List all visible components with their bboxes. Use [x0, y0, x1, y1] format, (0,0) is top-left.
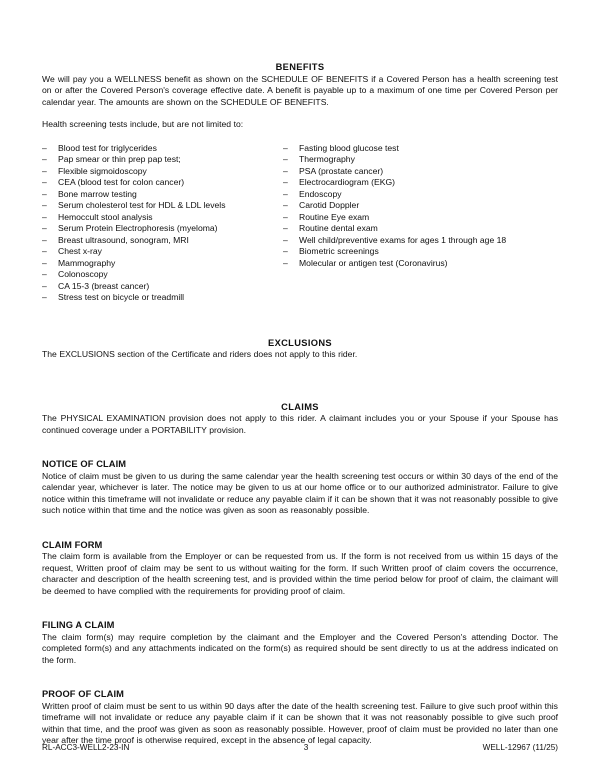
filing-a-claim-paragraph: The claim form(s) may require completion by the claimant and the Employer and the Covered Person's attending Doctor. The completed form(s) and any attachments indicated on the form(s) as required should be sent directly to us at the address indicated on the form.: [42, 631, 558, 665]
dash-bullet-icon: –: [283, 200, 288, 210]
list-item-label: Blood test for triglycerides: [58, 142, 157, 153]
list-item: [283, 177, 558, 189]
exclusions-heading: EXCLUSIONS: [268, 337, 332, 348]
document-body: [42, 0, 558, 747]
dash-bullet-icon: –: [42, 211, 47, 222]
claim-form-paragraph: The claim form is available from the Employer or can be requested from us. If the form is not received from us within 15 days of the request, Written proof of claim may be sent to us without waiting for the form. If such Written proof of claim covers the occurrence, character and description of the health screening test, and is provided within the time period below for proof of claim, the claimant will be deemed to have complied with the requirements for providing proof of claim.: [42, 551, 558, 596]
spacer: [42, 361, 558, 402]
list-item-label: Routine dental exam: [299, 223, 378, 233]
benefits-heading: BENEFITS: [275, 62, 325, 72]
list-item-label: Routine Eye exam: [299, 211, 370, 222]
list-item: [283, 166, 558, 178]
list-item: [42, 177, 283, 189]
list-item: [42, 166, 283, 178]
list-item-label: CEA (blood test for colon cancer): [58, 177, 185, 187]
spacer: [42, 304, 558, 338]
list-item-label: Stress test on bicycle or treadmill: [58, 292, 185, 302]
list-item: [42, 143, 283, 155]
footer-document-code: WELL-12967 (11/25): [482, 743, 558, 752]
page-footer: [42, 742, 558, 753]
list-item: [283, 212, 558, 224]
proof-of-claim-paragraph: Written proof of claim must be sent to us within 90 days after the date of the health screening test. Failure to give such proof within this timeframe will not invalidate or reduce any payable claim if it can be shown that it was not reasonably possible to give such proof within that time, and the proof was given as soon as reasonably possible. However, proof of claim must be provided no later than one year after the time proof is otherwise required, except in the absence of legal capacity.: [42, 700, 558, 745]
benefits-list-lead-in: Health screening tests include, but are not limited to:: [42, 119, 244, 129]
list-item-label: PSA (prostate cancer): [299, 165, 384, 176]
dash-bullet-icon: –: [42, 188, 47, 199]
list-item-label: Fasting blood glucose test: [299, 142, 399, 153]
list-item: [283, 246, 558, 258]
dash-bullet-icon: –: [42, 154, 47, 164]
exclusions-paragraph: The EXCLUSIONS section of the Certificate and riders does not apply to this rider.: [42, 349, 358, 359]
dash-bullet-icon: –: [283, 234, 288, 245]
list-item-label: Bone marrow testing: [58, 188, 137, 199]
list-item: [283, 189, 558, 201]
filing-a-claim-heading: FILING A CLAIM: [42, 620, 115, 630]
screening-tests-right-column: [283, 143, 558, 270]
list-item-label: Electrocardiogram (EKG): [299, 177, 395, 187]
benefits-intro-paragraph: We will pay you a WELLNESS benefit as shown on the SCHEDULE OF BENEFITS if a Covered Person has a health screening test on or after the Covered Person's coverage effective date. A benefit is payable up to a maximum of one time per Covered Person per calendar year. The amounts are shown on the SCHEDULE OF BENEFITS.: [42, 73, 558, 107]
screening-tests-list: [42, 143, 558, 304]
dash-bullet-icon: –: [42, 269, 47, 279]
notice-of-claim-paragraph: Notice of claim must be given to us during the same calendar year the health screening test occurs or within 30 days of the end of the calendar year, whichever is later. The notice may be given to us at our home office or to our authorized administrator. Failure to give notice within this timeframe will not invalidate or reduce any payable claim if it can be shown that it was not reasonably possible to give such notice within that time and the notice was given as soon as reasonably possible.: [42, 470, 558, 515]
list-item: [42, 258, 283, 270]
list-item: [42, 281, 283, 293]
spacer: [42, 597, 558, 620]
list-item-label: Breast ultrasound, sonogram, MRI: [58, 234, 189, 245]
spacer: [42, 131, 558, 143]
list-item-label: Flexible sigmoidoscopy: [58, 165, 147, 176]
list-item-label: Endoscopy: [299, 188, 342, 199]
list-item-label: Pap smear or thin prep pap test;: [58, 154, 181, 164]
list-item: [283, 258, 558, 270]
claims-paragraph: The PHYSICAL EXAMINATION provision does not apply to this rider. A claimant includes you or your Spouse if your Spouse has continued coverage under a PORTABILITY provision.: [42, 413, 558, 435]
dash-bullet-icon: –: [283, 142, 288, 153]
list-item-label: Thermography: [299, 154, 355, 164]
spacer: [42, 436, 558, 459]
dash-bullet-icon: –: [283, 188, 288, 199]
notice-of-claim-heading: NOTICE OF CLAIM: [42, 459, 127, 469]
list-item-label: Biometric screenings: [299, 246, 379, 256]
dash-bullet-icon: –: [42, 223, 47, 233]
dash-bullet-icon: –: [42, 177, 47, 187]
list-item: [42, 189, 283, 201]
dash-bullet-icon: –: [283, 223, 288, 233]
dash-bullet-icon: –: [283, 165, 288, 176]
screening-tests-left-column: [42, 143, 283, 304]
dash-bullet-icon: –: [283, 257, 288, 268]
spacer: [42, 666, 558, 689]
claims-heading: CLAIMS: [281, 401, 319, 412]
list-item: [42, 154, 283, 166]
spacer: [42, 517, 558, 540]
list-item: [42, 212, 283, 224]
spacer: [42, 108, 558, 119]
list-item: [42, 269, 283, 281]
list-item-label: Molecular or antigen test (Coronavirus): [299, 257, 448, 268]
list-item-label: Well child/preventive exams for ages 1 through age 18: [299, 234, 507, 245]
list-item: [42, 200, 283, 212]
list-item: [42, 292, 283, 304]
list-item: [283, 154, 558, 166]
list-item-label: Hemoccult stool analysis: [58, 211, 153, 222]
list-item-label: Serum Protein Electrophoresis (myeloma): [58, 223, 218, 233]
list-item-label: Chest x-ray: [58, 246, 102, 256]
dash-bullet-icon: –: [283, 211, 288, 222]
dash-bullet-icon: –: [283, 246, 288, 256]
list-item-label: Carotid Doppler: [299, 200, 360, 210]
dash-bullet-icon: –: [42, 142, 47, 153]
dash-bullet-icon: –: [42, 200, 47, 210]
footer-form-number: RL-ACC3-WELL2-23-IN: [42, 743, 130, 752]
dash-bullet-icon: –: [42, 234, 47, 245]
dash-bullet-icon: –: [42, 246, 47, 256]
list-item-label: Colonoscopy: [58, 269, 108, 279]
list-item: [42, 246, 283, 258]
dash-bullet-icon: –: [283, 177, 288, 187]
list-item-label: Mammography: [58, 257, 116, 268]
claim-form-heading: CLAIM FORM: [42, 539, 103, 550]
dash-bullet-icon: –: [42, 280, 47, 291]
dash-bullet-icon: –: [283, 154, 288, 164]
dash-bullet-icon: –: [42, 292, 47, 302]
dash-bullet-icon: –: [42, 165, 47, 176]
list-item: [42, 235, 283, 247]
list-item: [283, 223, 558, 235]
dash-bullet-icon: –: [42, 257, 47, 268]
list-item: [283, 143, 558, 155]
list-item-label: Serum cholesterol test for HDL & LDL levels: [58, 200, 226, 210]
proof-of-claim-heading: PROOF OF CLAIM: [42, 689, 124, 699]
list-item: [42, 223, 283, 235]
list-item-label: CA 15-3 (breast cancer): [58, 280, 150, 291]
list-item: [283, 200, 558, 212]
footer-page-number: 3: [303, 743, 309, 752]
list-item: [283, 235, 558, 247]
